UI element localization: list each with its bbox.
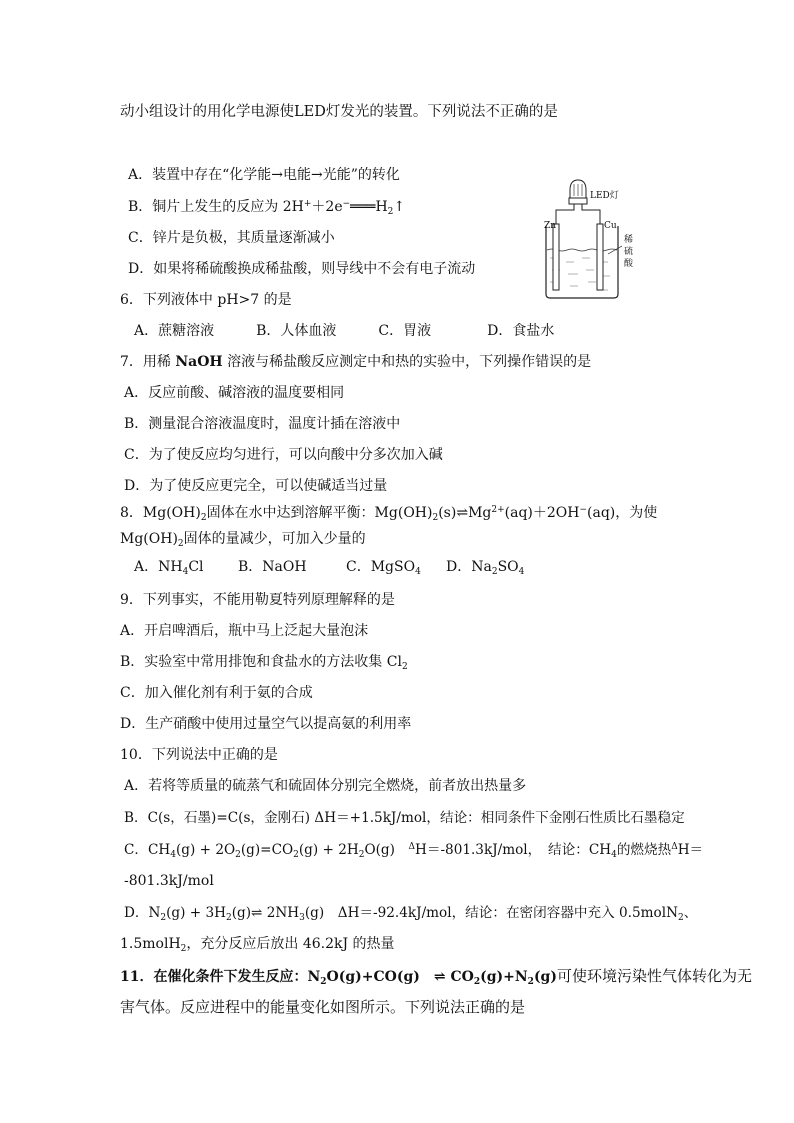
q8-option-b: B．NaOH (238, 559, 307, 575)
q8-option-c: C．MgSO$_4$ (346, 559, 421, 577)
q7-stem: 7．用稀 NaOH 溶液与稀盐酸反应测定中和热的实验中，下列操作错误的是 (120, 354, 592, 370)
led-label: LED灯 (590, 191, 619, 201)
q10-option-c: C．$CH_4(g) + 2O_2(g)=CO_2(g) + 2H_2O(g)$ $^\Delta$H＝-801.3kJ/mol， 结论：$CH_4$的燃烧热$^\Delta$H＝ (124, 842, 704, 860)
zn-label: Zn (544, 221, 557, 231)
q9-option-b: B．实验室中常用排饱和食盐水的方法收集 $Cl_2$ (120, 654, 408, 672)
cu-label: Cu (604, 221, 617, 231)
q8-stem-line1: 8．$Mg(OH)_2$固体在水中达到溶解平衡：$Mg(OH)_2(s)\rightleftharpoons Mg^{2+}(aq)+2OH^-(aq)$，为使 (120, 505, 658, 523)
q7-option-b: B．测量混合溶液温度时，温度计插在溶液中 (124, 416, 401, 432)
q8-option-a: A．$NH_4Cl$ (134, 559, 204, 577)
q10-option-b: B．C(s，石墨)=C(s，金刚石) ΔH＝+1.5kJ/mol，结论：相同条件下金刚石性质比石墨稳定 (124, 810, 685, 826)
q10-stem: 10．下列说法中正确的是 (120, 747, 278, 763)
q7-option-c: C．为了使反应均匀进行，可以向酸中分多次加入碱 (124, 447, 443, 463)
q11-stem-line2: 害气体。反应进程中的能量变化如图所示。下列说法正确的是 (120, 998, 526, 1016)
q6-stem: 6．下列液体中 pH>7 的是 (120, 292, 292, 308)
q8-stem-line2: $Mg(OH)_2$固体的量减少，可加入少量的 (120, 531, 366, 549)
q8-option-d: D．$Na_2SO_4$ (446, 559, 525, 577)
q9-option-c: C．加入催化剂有利于氨的合成 (120, 685, 313, 701)
acid-label-1: 稀 (624, 235, 634, 245)
q9-option-a: A．开启啤酒后，瓶中马上泛起大量泡沫 (120, 623, 369, 639)
q5-option-b: B．铜片上发生的反应为 $2H^++2e^-═══H_2↑$ (128, 199, 406, 217)
q10-option-d: D．$N_2(g)$ + $3H_2(g)\rightleftharpoons$ $2NH_3(g)$ ΔH＝-92.4kJ/mol，结论：在密闭容器中充入 0.5molN$_2$、 (124, 905, 698, 923)
acid-label-3: 酸 (624, 259, 634, 269)
q7-option-a: A．反应前酸、碱溶液的温度要相同 (124, 385, 345, 401)
intro-text: 动小组设计的用化学电源使LED灯发光的装置。下列说法不正确的是 (120, 104, 558, 120)
q6-options: A．蔗糖溶液 B．人体血液 C．胃液 D．食盐水 (134, 323, 555, 339)
q11-stem-line1: 11．在催化条件下发生反应：$N_2O(g)+CO(g)$ ⇌ $CO_2(g)+N_2(g)$可使环境污染性气体转化为无 (120, 967, 752, 987)
led-cell-apparatus-figure (538, 176, 638, 300)
q10-option-c-line2: -801.3kJ/mol (124, 873, 214, 889)
q9-option-d: D．生产硝酸中使用过量空气以提高氨的利用率 (120, 716, 412, 732)
q10-option-a: A．若将等质量的硫蒸气和硫固体分别完全燃烧，前者放出热量多 (124, 778, 527, 794)
acid-label-2: 硫 (624, 247, 634, 257)
q9-stem: 9．下列事实，不能用勒夏特列原理解释的是 (120, 592, 395, 608)
q5-option-a: A．装置中存在“化学能→电能→光能”的转化 (128, 167, 400, 183)
apparatus-drawing (538, 176, 638, 300)
q10-option-d-line2: 1.5molH$_2$，充分反应后放出 46.2kJ 的热量 (120, 936, 395, 954)
q5-option-d: D．如果将稀硫酸换成稀盐酸，则导线中不会有电子流动 (128, 261, 476, 277)
q5-option-c: C．锌片是负极，其质量逐渐减小 (128, 230, 335, 246)
q7-option-d: D．为了使反应更完全，可以使碱适当过量 (124, 478, 388, 494)
